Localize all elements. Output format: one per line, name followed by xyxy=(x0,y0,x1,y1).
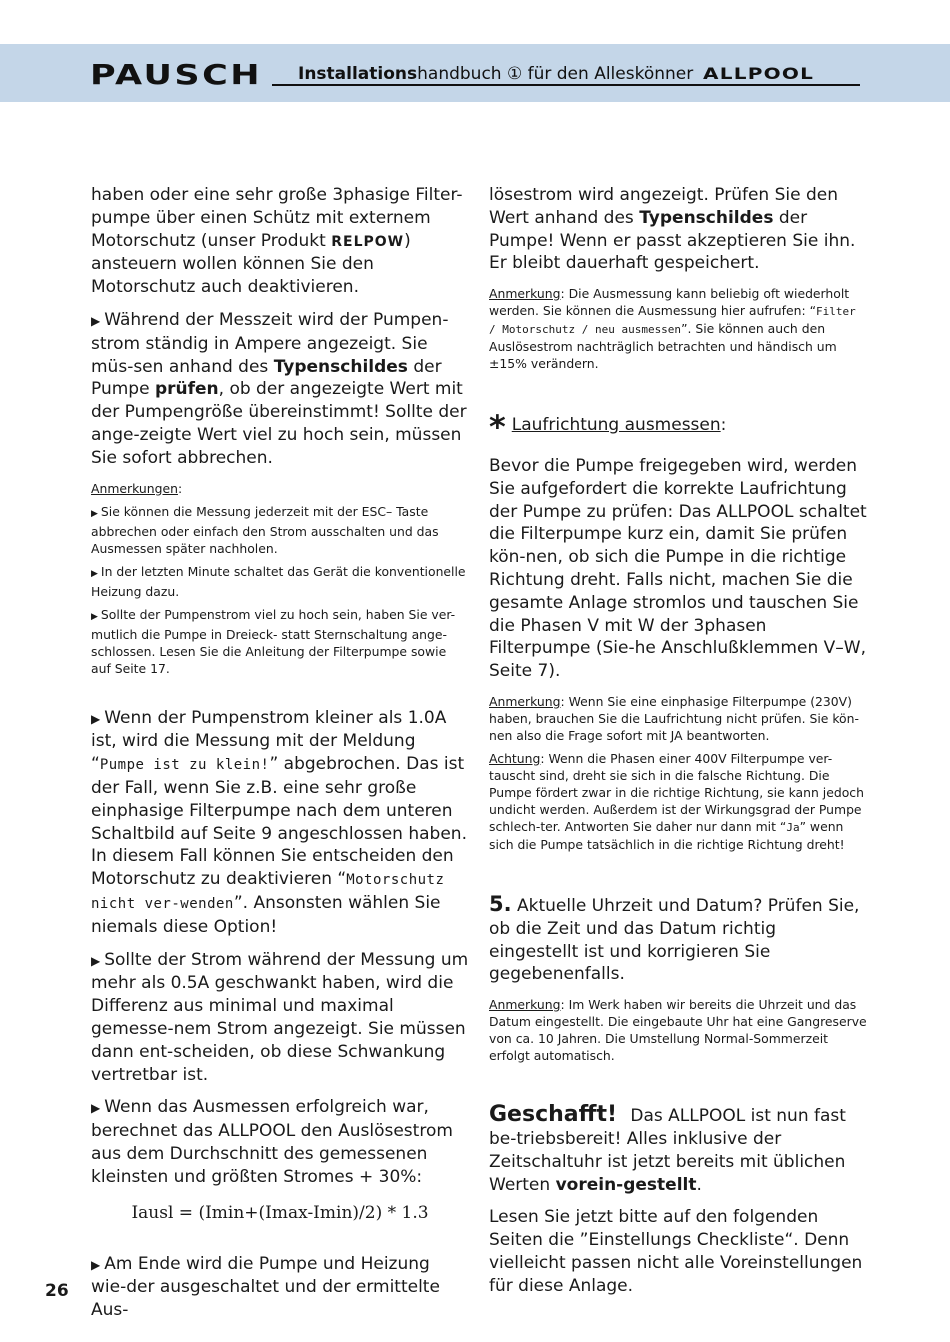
paragraph: ▶ Wenn das Ausmessen erfolgreich war, berechnet das ALLPOOL den Auslösestrom aus dem Durchschnitt des gemessenen kleinsten und größten Stromes + 30%: xyxy=(91,1097,453,1187)
formula: Iausl = (Imin+(Imax-Imin)/2) * 1.3 xyxy=(131,1202,429,1223)
notes-label: Anmerkungen: xyxy=(91,480,183,496)
triangle-bullet-icon: ▶ xyxy=(91,1257,101,1272)
text-bold: prüfen xyxy=(154,379,219,400)
paragraph: Bevor die Pumpe freigegeben wird, werden Sie aufgefordert die korrekte Laufrichtung der Pumpe zu prüfen: Das ALLPOOL schaltet die Filterpumpe kurz ein, damit Sie prüfen kön-nen, ob sich die Pumpe in die richtige Richtung dreht. Falls nicht, machen Sie die gesamte Anlage stromlos und tauschen Sie die Phasen V mit W der 3phasen Filterpumpe (Sie-he Anschlußklemmen V–W, Seite 7). xyxy=(489,455,867,682)
display-message: Motorschutz nicht ver-wenden xyxy=(91,872,445,912)
header-underline xyxy=(272,84,860,86)
asterisk-icon: * xyxy=(489,408,506,447)
paragraph: Lesen Sie jetzt bitte auf den folgenden Seiten die ”Einstellungs Checkliste“. Denn vielleicht passen nicht alle Voreinstellungen für diese Anlage. xyxy=(489,1207,863,1296)
page-number: 26 xyxy=(45,1281,69,1301)
paragraph xyxy=(91,309,469,470)
paragraph: ▶ Wenn der Pumpenstrom kleiner als 1.0A ist, wird die Messung mit der Meldung “Pumpe ist zu klein!” abgebrochen. Das ist der Fall, wenn Sie z.B. eine sehr große einphasige Filterpumpe nach dem unteren Schaltbild auf Seite 9 angeschlossen haben. In diesem Fall können Sie entscheiden den Motorschutz zu deaktivieren “Motorschutz nicht ver-wenden”. Ansonsten wählen Sie niemals diese Option! xyxy=(91,707,467,937)
header-title-bold: Installations xyxy=(298,64,418,84)
header-title xyxy=(298,64,814,84)
right-column xyxy=(489,184,867,1308)
display-message: Pumpe ist zu klein! xyxy=(99,757,270,774)
paragraph: Geschafft! Das ALLPOOL ist nun fast be-triebsbereit! Alles inklusive der Zeitschaltuhr ist jetzt bereits mit üblichen Werten vorein-gestellt. xyxy=(489,1102,846,1195)
paragraph xyxy=(91,184,469,299)
product-logo: ALLPOOL xyxy=(702,64,814,83)
triangle-bullet-icon: ▶ xyxy=(91,711,101,726)
step-paragraph: 5. Aktuelle Uhrzeit und Datum? Prüfen Sie, ob die Zeit und das Datum richtig eingestellt ist und korrigieren Sie gegebenenfalls. xyxy=(489,891,860,985)
step-number: 5. xyxy=(489,891,512,916)
paragraph: ▶ Am Ende wird die Pumpe und Heizung wie-der ausgeschaltet und der ermittelte Aus- xyxy=(91,1253,440,1321)
text: der Pumpe xyxy=(91,356,442,400)
note: Anmerkung: Die Ausmessung kann beliebig oft wiederholt werden. Sie können die Ausmessung hier aufrufen: “Filter / Motorschutz / neu ausmessen”. Sie können auch den Auslösestrom nachträglich betrachten und händisch um ±15% verändern. xyxy=(489,286,856,372)
paragraph: lösestrom wird angezeigt. Prüfen Sie den Wert anhand des Typenschildes der Pumpe! Wenn er passt akzeptieren Sie ihn. Er bleibt dauerhaft gespeichert. xyxy=(489,185,856,274)
menu-path: Filter / Motorschutz / neu ausmessen xyxy=(489,305,856,337)
note-item: ▶ Sollte der Pumpenstrom viel zu hoch sein, haben Sie ver-mutlich die Pumpe in Dreieck- statt Sternschaltung ange-schlossen. Lesen Sie die Anleitung der Filterpumpe sowie auf Seite 17. xyxy=(91,606,456,676)
triangle-bullet-icon: ▶ xyxy=(91,568,98,579)
triangle-bullet-icon: ▶ xyxy=(91,953,101,968)
note-item: ▶ In der letzten Minute schaltet das Gerät die konventionelle Heizung dazu. xyxy=(91,563,466,599)
section-heading: * Laufrichtung ausmessen: xyxy=(489,408,727,447)
text: ) ansteuern wollen können Sie den Motorschutz auch deaktivieren. xyxy=(91,230,411,298)
triangle-bullet-icon: ▶ xyxy=(91,1101,101,1116)
text-bold: Typenschildes xyxy=(273,356,408,377)
triangle-bullet-icon: ▶ xyxy=(91,313,101,328)
header-title-rest: handbuch ① für den Alleskönner xyxy=(417,64,694,84)
note: Anmerkung: Wenn Sie eine einphasige Filterpumpe (230V) haben, brauchen Sie die Laufrichtung nicht prüfen. Sie kön-nen also die Frage sofort mit JA beantworten. xyxy=(489,693,859,743)
text: Während der Messzeit wird der Pumpen-strom ständig in Ampere angezeigt. Sie müs-sen anhand des xyxy=(91,309,449,377)
warning-note: Achtung: Wenn die Phasen einer 400V Filterpumpe ver-tauscht sind, dreht sie sich in die falsche Richtung. Die Pumpe fördert zwar in die richtige Richtung, sie kann jedoch undicht werden. Außerdem ist der Wirkungsgrad der Pumpe schlech-ter. Antworten Sie daher nur dann mit “Ja” wenn sich die Pumpe tatsächlich in die richtige Richtung dreht! xyxy=(489,750,864,852)
left-column xyxy=(91,184,469,1332)
note: Anmerkung: Im Werk haben wir bereits die Uhrzeit und das Datum eingestellt. Die eingebaute Uhr hat eine Gangreserve von ca. 10 Jahren. Die Umstellung Normal-Sommerzeit erfolgt automatisch. xyxy=(489,997,867,1064)
brand-logo: PAUSCH xyxy=(90,58,263,91)
product-relpow-logo: RELPOW xyxy=(331,233,405,250)
paragraph: ▶ Sollte der Strom während der Messung um mehr als 0.5A geschwankt haben, wird die Differenz aus minimal und maximal gemesse-nem Strom angezeigt. Sie müssen dann ent-scheiden, ob diese Schwankung vertretbar ist. xyxy=(91,949,469,1085)
triangle-bullet-icon: ▶ xyxy=(91,611,98,622)
done-heading: Geschafft! xyxy=(489,1102,617,1128)
text-bold: Typenschildes xyxy=(639,207,774,228)
text: , ob der angezeigte Wert mit der Pumpengröße übereinstimmt! Sollte der ange-zeigte Wert viel zu hoch sein, müssen Sie sofort abbrechen. xyxy=(91,379,467,468)
triangle-bullet-icon: ▶ xyxy=(91,508,98,519)
text: haben oder eine sehr große 3phasige Filter-pumpe über einen Schütz mit externem Motorschutz (unser Produkt xyxy=(91,185,463,251)
note-item: ▶ Sie können die Messung jederzeit mit der ESC– Taste abbrechen oder einfach den Strom ausschalten und das Ausmessen später nachholen. xyxy=(91,503,439,556)
